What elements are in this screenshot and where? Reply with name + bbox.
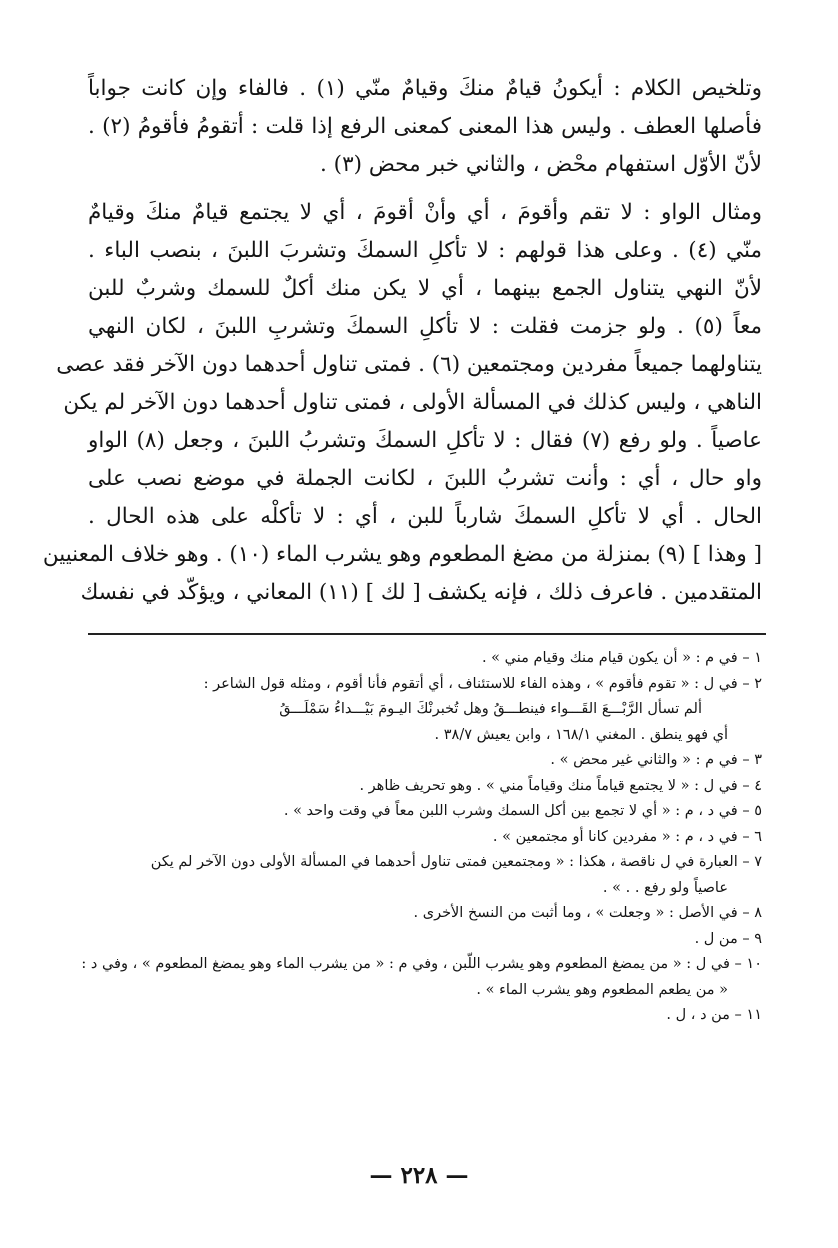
footnote: ٧ – العبارة في ل ناقصة ، هكذا : « ومجتمعين فمتى تناول أحدهما في المسألة الأولى دون الآخر لم يكن: [150, 854, 762, 870]
text-line: منّي (٤) . وعلى هذا قولهم : لا تأكلِ السمكَ وتشربَ اللبنَ ، بنصب الباء .: [88, 238, 762, 263]
footnote: ٣ – في م : « والثاني غير محض » .: [550, 752, 762, 768]
text-line: [ وهذا ] (٩) بمنزلة من مضغ المطعوم وهو يشرب الماء (١٠) . وهو خلاف المعنيين: [42, 542, 762, 567]
footnotes: [60, 646, 762, 1029]
footnote-continuation: عاصياً ولو رفع . . » .: [602, 879, 728, 896]
page-number: — ٢٢٨ —: [369, 1162, 469, 1189]
footnote: ٥ – في د ، م : « أي لا تجمع بين أكل السمك وشرب اللبن معاً في وقت واحد » .: [283, 803, 762, 819]
footnote: ٨ – في الأصل : « وجعلت » ، وما أثبت من النسخ الأخرى .: [413, 905, 762, 921]
footnote: ١٠ – في ل : « من يمضغ المطعوم وهو يشرب اللّبن ، وفي م : « من يشرب الماء وهو يمضغ المطعوم » ، وفي د :: [81, 956, 762, 972]
footnote-divider: [88, 633, 766, 635]
text-line: عاصياً . ولو رفع (٧) فقال : لا تأكلِ السمكَ وتشربُ اللبنَ ، وجعل (٨) الواو: [88, 428, 762, 453]
footnote: ٢ – في ل : « تقوم فأقوم » ، وهذه الفاء للاستئناف ، أي أتقوم فأنا أقوم ، ومثله قول الشاعر :: [203, 675, 762, 692]
footnote: ٤ – في ل : « لا يجتمع قياماً منك وقياماً مني » . وهو تحريف ظاهر .: [359, 777, 762, 794]
text-line: معاً (٥) . ولو جزمت فقلت : لا تأكلِ السمكَ وتشربِ اللبنَ ، لكان النهي: [88, 314, 762, 339]
footnote: ١١ – من د ، ل .: [666, 1007, 762, 1023]
text-line: الحال . أي لا تأكلِ السمكَ شارباً للبن ، أي : لا تأكلْه على هذه الحال .: [88, 504, 762, 529]
text-line: لأنّ الأوّل استفهام محْض ، والثاني خبر محض (٣) .: [320, 152, 762, 177]
main-text: [42, 70, 762, 612]
text-line: وتلخيص الكلام : أيكونُ قيامٌ منكَ وقيامٌ منّي (١) . فالفاء وإن كانت جواباً: [88, 76, 762, 101]
text-line: المتقدمين . فاعرف ذلك ، فإنه يكشف [ لك ] (١١) المعاني ، ويؤكّد في نفسك: [80, 580, 762, 605]
text-line: يتناولهما جميعاً مفردين ومجتمعين (٦) . فمتى تناول أحدهما دون الآخر فقد عصى: [56, 352, 762, 377]
footnote: ٩ – من ل .: [694, 930, 762, 947]
text-line: فأصلها العطف . وليس هذا المعنى كمعنى الرفع إذا قلت : أتقومُ فأقومُ (٢) .: [88, 114, 762, 139]
text-line: ومثال الواو : لا تقم وأقومَ ، أي وأنْ أقومَ ، أي لا يجتمع قيامٌ منكَ وقيامٌ: [88, 200, 762, 225]
paragraph-gap: [88, 184, 762, 194]
footnote-continuation: « من يطعم المطعوم وهو يشرب الماء » .: [476, 981, 728, 998]
text-line: واو حال ، أي : وأنت تشربُ اللبنَ ، لكانت الجملة في موضع نصب على: [88, 466, 762, 491]
footnote-verse: ألم تسأل الرَّبْـــعَ القَـــواء فينطـــقُ وهل تُخبرنْكَ اليـومَ بَيْـــداءُ سَمْلَـــقُ: [279, 701, 702, 717]
footnote: ١ – في م : « أن يكون قيام منك وقيام مني » .: [481, 650, 762, 666]
footnote-continuation: أي فهو ينطق . المغني ١٦٨/١ ، وابن يعيش ٣٨/٧ .: [434, 726, 728, 743]
footnote: ٦ – في د ، م : « مفردين كانا أو مجتمعين » .: [492, 828, 762, 845]
text-line: لأنّ النهي يتناول الجمع بينهما ، أي لا يكن منك أكلٌ للسمك وشربٌ للبن: [88, 276, 762, 301]
text-line: الناهي ، وليس كذلك في المسألة الأولى ، فمتى تناول أحدهما دون الآخر لم يكن: [63, 390, 762, 415]
